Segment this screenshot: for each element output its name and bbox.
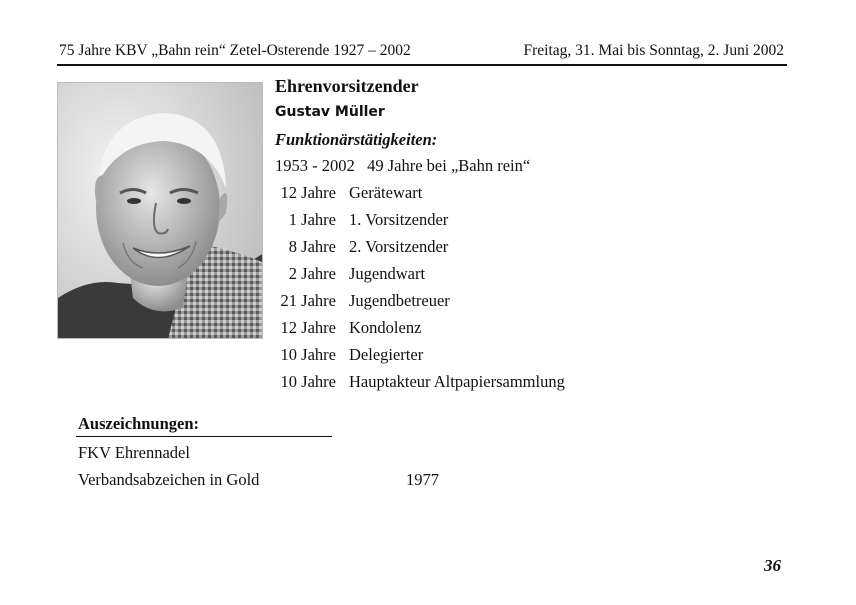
awards-heading: Auszeichnungen: [78, 414, 200, 433]
role-years: 2 Jahre [288, 264, 336, 283]
role-row [275, 183, 675, 210]
roles-list [275, 183, 675, 399]
role-name: Jugendbetreuer [349, 291, 450, 310]
role-row [275, 291, 675, 318]
role-row [275, 264, 675, 291]
award-name: Verbandsabzeichen in Gold [78, 470, 260, 489]
role-name: Hauptakteur Altpapiersammlung [349, 372, 565, 391]
membership-tenure: 1953 - 2002 49 Jahre bei „Bahn rein“ [275, 156, 531, 175]
role-row [275, 210, 675, 237]
profile-title: Ehrenvorsitzender [275, 76, 419, 96]
person-name: Gustav Müller [275, 104, 385, 120]
role-years: 10 Jahre [280, 345, 336, 364]
awards-rule [76, 436, 332, 437]
page-header-right: Freitag, 31. Mai bis Sonntag, 2. Juni 2002 [523, 42, 784, 59]
role-years: 1 Jahre [288, 210, 336, 229]
header-rule [57, 64, 787, 66]
role-years: 8 Jahre [288, 237, 336, 256]
role-years: 10 Jahre [280, 372, 336, 391]
role-name: Gerätewart [349, 183, 423, 202]
role-row [275, 237, 675, 264]
page-header-left: 75 Jahre KBV „Bahn rein“ Zetel-Osterende 1927 – 2002 [59, 42, 411, 59]
page-number: 36 [764, 556, 781, 575]
portrait-photo [57, 82, 263, 339]
role-name: Kondolenz [349, 318, 422, 337]
role-years: 12 Jahre [280, 183, 336, 202]
role-name: 1. Vorsitzender [349, 210, 449, 229]
role-years: 12 Jahre [280, 318, 336, 337]
functions-heading: Funktionärstätigkeiten: [275, 130, 438, 149]
role-row [275, 345, 675, 372]
role-name: Jugendwart [349, 264, 426, 283]
role-row [275, 318, 675, 345]
role-years: 21 Jahre [280, 291, 336, 310]
role-row [275, 372, 675, 399]
award-name: FKV Ehrennadel [78, 443, 190, 462]
role-name: 2. Vorsitzender [349, 237, 449, 256]
role-name: Delegierter [349, 345, 424, 364]
award-year: 1977 [406, 470, 439, 489]
